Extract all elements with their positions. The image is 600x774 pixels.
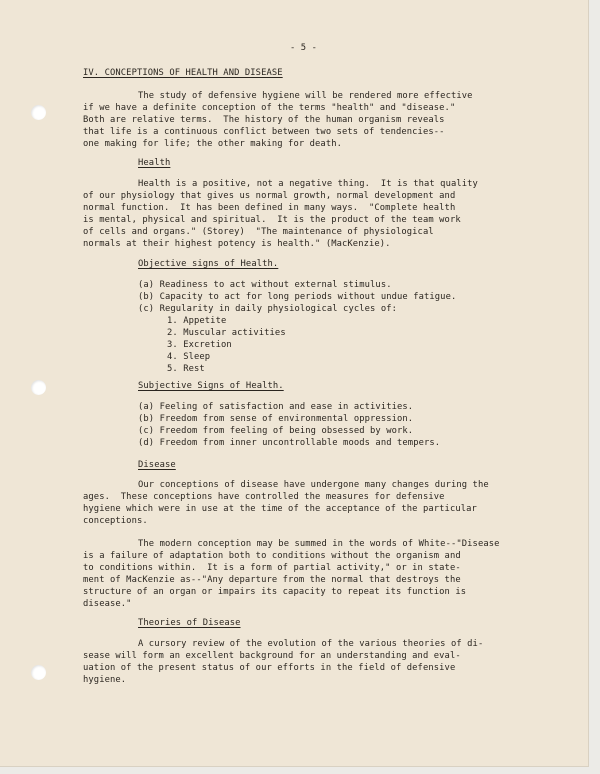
intro-line: The study of defensive hygiene will be rendered more effective — [138, 91, 473, 101]
health-line: normals at their highest potency is health." (MacKenzie). — [83, 239, 391, 249]
intro-line: if we have a definite conception of the terms "health" and "disease." — [83, 103, 456, 113]
health-line: Health is a positive, not a negative thing. It is that quality — [138, 179, 478, 189]
theories-line: hygiene. — [83, 675, 127, 685]
intro-line: that life is a continuous conflict between two sets of tendencies-- — [83, 127, 445, 137]
health-line: is mental, physical and spiritual. It is the product of the team work — [83, 215, 461, 225]
disease-line: disease." — [83, 599, 132, 609]
subjective-item: (a) Feeling of satisfaction and ease in activities. — [138, 402, 414, 412]
intro-line: Both are relative terms. The history of the human organism reveals — [83, 115, 445, 125]
subjective-item: (d) Freedom from inner uncontrollable moods and tempers. — [138, 438, 441, 448]
disease-line: structure of an organ or impairs its capacity to repeat its function is — [83, 587, 467, 597]
page-number: - 5 - — [290, 43, 317, 53]
disease-line: to conditions within. It is a form of partial activity," or in state- — [83, 563, 461, 573]
cycle-item: 4. Sleep — [167, 352, 211, 362]
disease-line: is a failure of adaptation both to conditions without the organism and — [83, 551, 461, 561]
punch-hole — [31, 665, 46, 680]
disease-line: hygiene which were in use at the time of the acceptance of the particular — [83, 504, 477, 514]
disease-line: ment of MacKenzie as--"Any departure from the normal that destroys the — [83, 575, 461, 585]
health-heading: Health — [138, 158, 171, 168]
health-line: normal function. It has been defined in many ways. "Complete health — [83, 203, 456, 213]
subjective-item: (b) Freedom from sense of environmental oppression. — [138, 414, 414, 424]
theories-line: uation of the present status of our efforts in the field of defensive — [83, 663, 456, 673]
subjective-heading: Subjective Signs of Health. — [138, 381, 284, 391]
disease-line: conceptions. — [83, 516, 148, 526]
objective-item: (c) Regularity in daily physiological cycles of: — [138, 304, 398, 314]
objective-heading: Objective signs of Health. — [138, 259, 279, 269]
subjective-item: (c) Freedom from feeling of being obsessed by work. — [138, 426, 414, 436]
punch-hole — [31, 380, 46, 395]
intro-line: one making for life; the other making for death. — [83, 139, 343, 149]
theories-heading: Theories of Disease — [138, 618, 241, 628]
cycle-item: 2. Muscular activities — [167, 328, 286, 338]
objective-item: (b) Capacity to act for long periods without undue fatigue. — [138, 292, 457, 302]
disease-line: ages. These conceptions have controlled the measures for defensive — [83, 492, 445, 502]
cycle-item: 3. Excretion — [167, 340, 232, 350]
theories-line: A cursory review of the evolution of the various theories of di- — [138, 639, 484, 649]
theories-line: sease will form an excellent background for an understanding and eval- — [83, 651, 461, 661]
punch-hole — [31, 105, 46, 120]
disease-heading: Disease — [138, 460, 176, 470]
cycle-item: 1. Appetite — [167, 316, 227, 326]
disease-line: Our conceptions of disease have undergone many changes during the — [138, 480, 489, 490]
disease-line: The modern conception may be summed in the words of White--"Disease — [138, 539, 500, 549]
section-heading: IV. CONCEPTIONS OF HEALTH AND DISEASE — [83, 68, 283, 78]
health-line: of cells and organs." (Storey) "The maintenance of physiological — [83, 227, 434, 237]
cycle-item: 5. Rest — [167, 364, 205, 374]
objective-item: (a) Readiness to act without external stimulus. — [138, 280, 392, 290]
health-line: of our physiology that gives us normal growth, normal development and — [83, 191, 456, 201]
